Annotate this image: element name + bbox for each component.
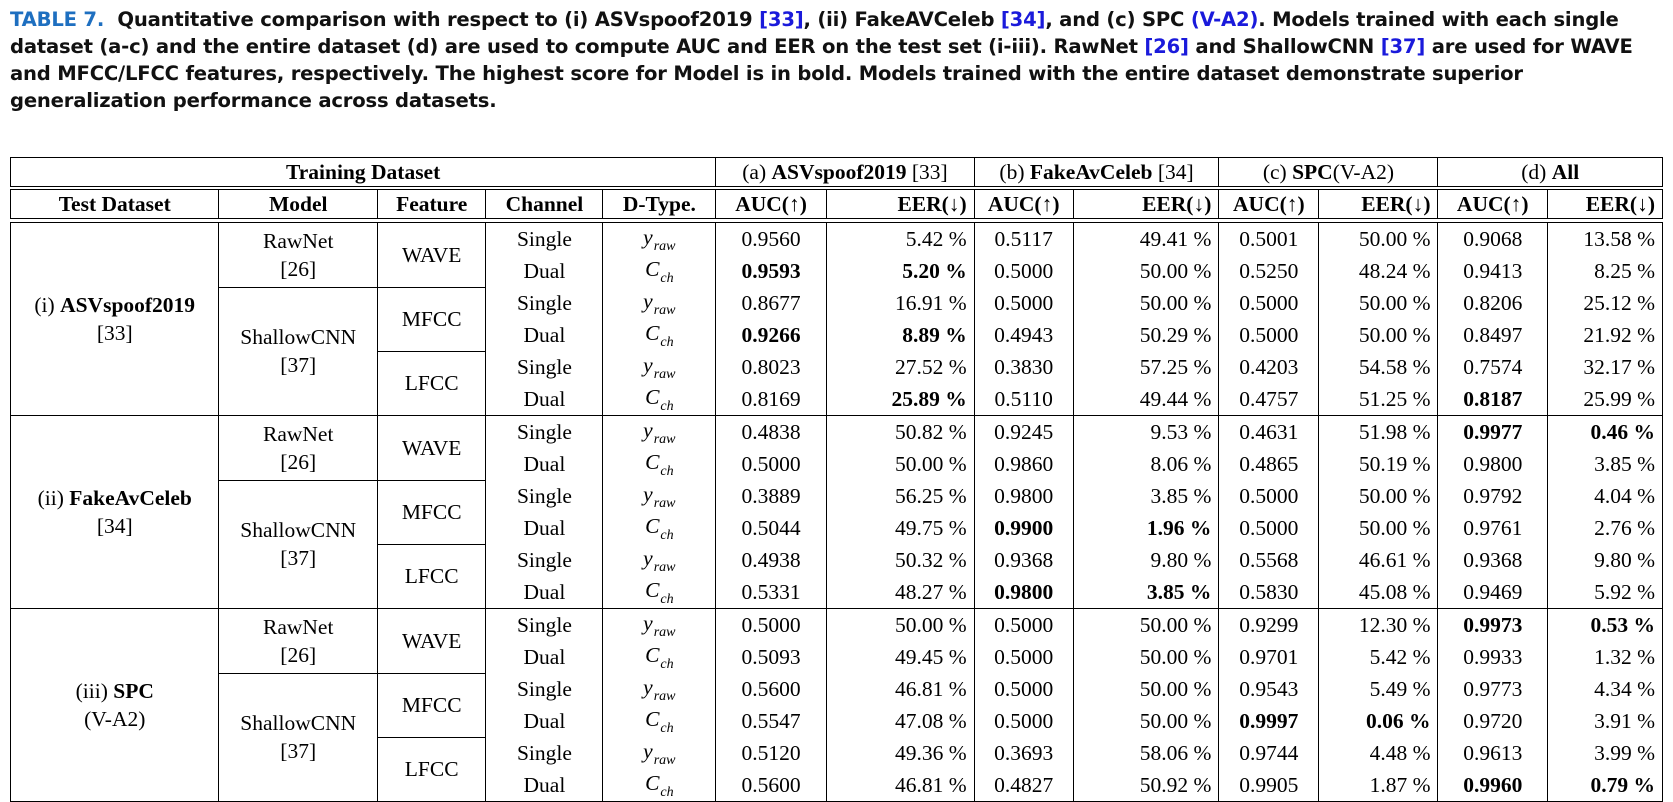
caption-ref-link[interactable]: [37] [1380, 35, 1426, 58]
auc-value: 0.9773 [1438, 673, 1548, 705]
model-name: RawNet [262, 614, 334, 639]
model-cell [219, 416, 377, 481]
channel-cell: Single [486, 737, 603, 769]
auc-value: 0.4631 [1219, 416, 1319, 449]
dtype-symbol: C [645, 771, 660, 795]
dtype-symbol: y [643, 225, 653, 249]
eer-value: 51.25 % [1319, 383, 1438, 416]
model-name: ShallowCNN [240, 518, 357, 543]
eer-value: 50.19 % [1319, 448, 1438, 480]
eer-value: 27.52 % [826, 351, 974, 383]
auc-value: 0.8023 [716, 351, 827, 383]
dtype-symbol: y [643, 418, 653, 442]
feature-cell: MFCC [377, 480, 485, 544]
col-header-auc: AUC(↑) [1219, 190, 1319, 219]
auc-value: 0.5093 [716, 641, 827, 673]
auc-value: 0.5044 [716, 512, 827, 544]
auc-value: 0.5600 [716, 673, 827, 705]
col-header-eer: EER(↓) [1319, 190, 1438, 219]
eer-value: 49.75 % [826, 512, 974, 544]
col-header-test-dataset: Test Dataset [11, 190, 219, 219]
eer-value: 9.53 % [1073, 416, 1219, 449]
auc-value: 0.5830 [1219, 576, 1319, 609]
auc-value: 0.5250 [1219, 255, 1319, 287]
auc-value: 0.9977 [1438, 416, 1548, 449]
test-dataset-ref: [33] [96, 321, 133, 345]
auc-value: 0.9299 [1219, 609, 1319, 642]
dtype-subscript: raw [653, 689, 676, 704]
model-ref: [26] [280, 642, 317, 667]
eer-value: 50.29 % [1073, 319, 1219, 351]
caption-text: . Models trained with each single dataset (a-c) and the entire dataset (d) are used to compute AUC and EER on the test set (i-iii). RawNet [10, 8, 1619, 58]
auc-value: 0.5000 [974, 705, 1073, 737]
feature-cell: WAVE [377, 609, 485, 674]
dtype-cell [603, 223, 716, 256]
dtype-symbol: y [643, 739, 653, 763]
eer-value: 4.34 % [1548, 673, 1663, 705]
auc-value: 0.9933 [1438, 641, 1548, 673]
dtype-cell [603, 480, 716, 512]
table-row [11, 287, 1663, 319]
model-ref: [26] [280, 449, 317, 474]
model-name: ShallowCNN [240, 711, 357, 736]
channel-cell: Single [486, 673, 603, 705]
caption-text: and ShallowCNN [1188, 35, 1381, 58]
dtype-symbol: C [645, 578, 660, 602]
results-table [10, 157, 1663, 802]
auc-value: 0.4203 [1219, 351, 1319, 383]
table-caption [10, 6, 1660, 114]
dtype-cell [603, 737, 716, 769]
header-row-columns [11, 190, 1663, 219]
auc-value: 0.8677 [716, 287, 827, 319]
model-ref: [26] [280, 256, 317, 281]
auc-value: 0.9960 [1438, 769, 1548, 802]
model-cell [219, 287, 377, 416]
eer-value: 50.00 % [1073, 287, 1219, 319]
dtype-subscript: ch [660, 592, 674, 607]
feature-cell: LFCC [377, 737, 485, 802]
auc-value: 0.4938 [716, 544, 827, 576]
test-dataset-cell [11, 609, 219, 802]
auc-value: 0.9744 [1219, 737, 1319, 769]
col-header-dtype: D-Type. [603, 190, 716, 219]
auc-value: 0.9860 [974, 448, 1073, 480]
auc-value: 0.3693 [974, 737, 1073, 769]
auc-value: 0.5000 [716, 448, 827, 480]
dtype-symbol: C [645, 385, 660, 409]
auc-value: 0.9792 [1438, 480, 1548, 512]
eer-value: 50.00 % [1073, 255, 1219, 287]
test-dataset-name: ASVspoof2019 [60, 293, 196, 317]
eer-value: 50.00 % [1319, 287, 1438, 319]
col-header-channel: Channel [486, 190, 603, 219]
model-ref: [37] [280, 353, 317, 378]
auc-value: 0.8206 [1438, 287, 1548, 319]
table-row [11, 416, 1663, 449]
auc-value: 0.5001 [1219, 223, 1319, 256]
dtype-symbol: C [645, 257, 660, 281]
eer-value: 13.58 % [1548, 223, 1663, 256]
eer-value: 3.99 % [1548, 737, 1663, 769]
auc-value: 0.5120 [716, 737, 827, 769]
eer-value: 51.98 % [1319, 416, 1438, 449]
dtype-symbol: y [643, 482, 653, 506]
channel-cell: Single [486, 480, 603, 512]
auc-value: 0.9613 [1438, 737, 1548, 769]
eer-value: 25.89 % [826, 383, 974, 416]
dtype-subscript: ch [660, 657, 674, 672]
channel-cell: Dual [486, 769, 603, 802]
eer-value: 50.00 % [1073, 673, 1219, 705]
channel-cell: Dual [486, 448, 603, 480]
feature-cell: LFCC [377, 544, 485, 609]
table-row [11, 480, 1663, 512]
dtype-cell [603, 769, 716, 802]
eer-value: 1.96 % [1073, 512, 1219, 544]
eer-value: 50.00 % [1073, 609, 1219, 642]
eer-value: 50.00 % [1319, 319, 1438, 351]
eer-value: 5.20 % [826, 255, 974, 287]
auc-value: 0.9368 [1438, 544, 1548, 576]
dtype-cell [603, 287, 716, 319]
auc-value: 0.9905 [1219, 769, 1319, 802]
dtype-symbol: y [643, 675, 653, 699]
channel-cell: Single [486, 287, 603, 319]
dtype-subscript: raw [653, 367, 676, 382]
channel-cell: Dual [486, 576, 603, 609]
caption-ref-link[interactable]: [34] [1000, 8, 1046, 31]
auc-value: 0.8497 [1438, 319, 1548, 351]
dtype-subscript: ch [660, 721, 674, 736]
dtype-cell [603, 544, 716, 576]
auc-value: 0.9800 [1438, 448, 1548, 480]
dtype-symbol: C [645, 707, 660, 731]
auc-value: 0.5000 [974, 287, 1073, 319]
auc-value: 0.9761 [1438, 512, 1548, 544]
eer-value: 50.00 % [1319, 223, 1438, 256]
auc-value: 0.5000 [974, 673, 1073, 705]
eer-value: 3.91 % [1548, 705, 1663, 737]
model-cell [219, 609, 377, 674]
dtype-subscript: raw [653, 496, 676, 511]
auc-value: 0.9800 [974, 576, 1073, 609]
auc-value: 0.5000 [974, 255, 1073, 287]
eer-value: 16.91 % [826, 287, 974, 319]
table-row [11, 223, 1663, 256]
model-name: ShallowCNN [240, 325, 357, 350]
auc-value: 0.9973 [1438, 609, 1548, 642]
eer-value: 1.87 % [1319, 769, 1438, 802]
eer-value: 12.30 % [1319, 609, 1438, 642]
eer-value: 2.76 % [1548, 512, 1663, 544]
col-header-model: Model [219, 190, 377, 219]
eer-value: 54.58 % [1319, 351, 1438, 383]
eer-value: 0.79 % [1548, 769, 1663, 802]
eer-value: 32.17 % [1548, 351, 1663, 383]
caption-ref-link[interactable]: (V-A2) [1190, 8, 1259, 31]
auc-value: 0.9413 [1438, 255, 1548, 287]
auc-value: 0.9368 [974, 544, 1073, 576]
auc-value: 0.3830 [974, 351, 1073, 383]
channel-cell: Dual [486, 255, 603, 287]
auc-value: 0.4943 [974, 319, 1073, 351]
test-dataset-prefix: (ii) [37, 486, 70, 510]
dtype-subscript: ch [660, 785, 674, 800]
channel-cell: Single [486, 351, 603, 383]
dtype-subscript: raw [653, 303, 676, 318]
auc-value: 0.8187 [1438, 383, 1548, 416]
auc-value: 0.5000 [716, 609, 827, 642]
auc-value: 0.8169 [716, 383, 827, 416]
test-dataset-name: SPC [113, 679, 154, 703]
model-name: RawNet [262, 421, 334, 446]
training-dataset-header: Training Dataset [11, 158, 716, 187]
dtype-cell [603, 416, 716, 449]
eer-value: 9.80 % [1073, 544, 1219, 576]
auc-value: 0.5000 [974, 641, 1073, 673]
auc-value: 0.5000 [1219, 287, 1319, 319]
feature-cell: WAVE [377, 416, 485, 481]
eer-value: 0.06 % [1319, 705, 1438, 737]
eer-value: 49.36 % [826, 737, 974, 769]
channel-cell: Dual [486, 319, 603, 351]
dtype-cell [603, 255, 716, 287]
dtype-subscript: ch [660, 464, 674, 479]
auc-value: 0.5600 [716, 769, 827, 802]
test-dataset-cell [11, 223, 219, 416]
dtype-symbol: C [645, 450, 660, 474]
auc-value: 0.9720 [1438, 705, 1548, 737]
eer-value: 46.81 % [826, 673, 974, 705]
dtype-cell [603, 576, 716, 609]
auc-value: 0.9068 [1438, 223, 1548, 256]
eer-value: 9.80 % [1548, 544, 1663, 576]
auc-value: 0.9593 [716, 255, 827, 287]
auc-value: 0.9543 [1219, 673, 1319, 705]
auc-value: 0.4838 [716, 416, 827, 449]
eer-value: 50.00 % [1319, 512, 1438, 544]
model-ref: [37] [280, 546, 317, 571]
eer-value: 4.04 % [1548, 480, 1663, 512]
model-cell [219, 480, 377, 609]
dtype-subscript: raw [653, 753, 676, 768]
eer-value: 0.46 % [1548, 416, 1663, 449]
eer-value: 50.00 % [1319, 480, 1438, 512]
dtype-symbol: C [645, 514, 660, 538]
dtype-cell [603, 448, 716, 480]
table-row [11, 609, 1663, 642]
feature-cell: LFCC [377, 351, 485, 416]
auc-value: 0.5110 [974, 383, 1073, 416]
train-set-header: (b) FakeAvCeleb [34] [974, 158, 1219, 187]
col-header-eer: EER(↓) [1548, 190, 1663, 219]
dtype-symbol: C [645, 321, 660, 345]
auc-value: 0.4757 [1219, 383, 1319, 416]
dtype-subscript: raw [653, 625, 676, 640]
dtype-cell [603, 383, 716, 416]
train-set-header: (c) SPC(V-A2) [1219, 158, 1438, 187]
col-header-auc: AUC(↑) [974, 190, 1073, 219]
dtype-subscript: ch [660, 528, 674, 543]
eer-value: 45.08 % [1319, 576, 1438, 609]
auc-value: 0.5331 [716, 576, 827, 609]
test-dataset-ref: [34] [96, 514, 133, 538]
caption-text: Quantitative comparison with respect to (i) ASVspoof2019 [117, 8, 760, 31]
col-header-feature: Feature [377, 190, 485, 219]
col-header-auc: AUC(↑) [716, 190, 827, 219]
eer-value: 48.24 % [1319, 255, 1438, 287]
channel-cell: Dual [486, 641, 603, 673]
auc-value: 0.4827 [974, 769, 1073, 802]
auc-value: 0.9245 [974, 416, 1073, 449]
train-set-header: (d) All [1438, 158, 1663, 187]
auc-value: 0.9997 [1219, 705, 1319, 737]
eer-value: 50.00 % [1073, 705, 1219, 737]
caption-text: , (ii) FakeAVCeleb [803, 8, 1001, 31]
train-set-header: (a) ASVspoof2019 [33] [716, 158, 974, 187]
auc-value: 0.9701 [1219, 641, 1319, 673]
caption-text: are used for WAVE and MFCC/LFCC features, respectively. The highest score for Model is in bold. Models trained with the entire dataset demonstrate superior generalization performance across datasets. [10, 35, 1633, 112]
channel-cell: Single [486, 544, 603, 576]
channel-cell: Dual [486, 705, 603, 737]
dtype-subscript: raw [653, 560, 676, 575]
feature-cell: MFCC [377, 287, 485, 351]
auc-value: 0.5000 [1219, 319, 1319, 351]
col-header-eer: EER(↓) [826, 190, 974, 219]
caption-ref-link[interactable]: [26] [1144, 35, 1189, 58]
auc-value: 0.7574 [1438, 351, 1548, 383]
eer-value: 49.41 % [1073, 223, 1219, 256]
auc-value: 0.9266 [716, 319, 827, 351]
dtype-subscript: raw [653, 239, 676, 254]
eer-value: 50.00 % [826, 448, 974, 480]
eer-value: 8.25 % [1548, 255, 1663, 287]
eer-value: 25.12 % [1548, 287, 1663, 319]
dtype-cell [603, 673, 716, 705]
test-dataset-prefix: (i) [34, 293, 61, 317]
auc-value: 0.5000 [1219, 480, 1319, 512]
eer-value: 0.53 % [1548, 609, 1663, 642]
auc-value: 0.5000 [974, 609, 1073, 642]
dtype-subscript: raw [653, 432, 676, 447]
col-header-eer: EER(↓) [1073, 190, 1219, 219]
dtype-symbol: y [643, 353, 653, 377]
dtype-subscript: ch [660, 271, 674, 286]
eer-value: 1.32 % [1548, 641, 1663, 673]
eer-value: 47.08 % [826, 705, 974, 737]
test-dataset-name: FakeAvCeleb [69, 486, 192, 510]
eer-value: 5.49 % [1319, 673, 1438, 705]
eer-value: 21.92 % [1548, 319, 1663, 351]
eer-value: 3.85 % [1073, 576, 1219, 609]
channel-cell: Single [486, 609, 603, 642]
eer-value: 50.82 % [826, 416, 974, 449]
eer-value: 50.00 % [1073, 641, 1219, 673]
model-cell [219, 673, 377, 802]
auc-value: 0.9900 [974, 512, 1073, 544]
auc-value: 0.5117 [974, 223, 1073, 256]
eer-value: 58.06 % [1073, 737, 1219, 769]
eer-value: 5.42 % [1319, 641, 1438, 673]
eer-value: 48.27 % [826, 576, 974, 609]
model-name: RawNet [262, 228, 334, 253]
eer-value: 8.89 % [826, 319, 974, 351]
eer-value: 50.32 % [826, 544, 974, 576]
dtype-cell [603, 351, 716, 383]
eer-value: 8.06 % [1073, 448, 1219, 480]
table-row [11, 673, 1663, 705]
eer-value: 46.81 % [826, 769, 974, 802]
dtype-cell [603, 609, 716, 642]
header-row-training [11, 158, 1663, 187]
auc-value: 0.9469 [1438, 576, 1548, 609]
auc-value: 0.4865 [1219, 448, 1319, 480]
auc-value: 0.9560 [716, 223, 827, 256]
eer-value: 46.61 % [1319, 544, 1438, 576]
auc-value: 0.9800 [974, 480, 1073, 512]
dtype-symbol: y [643, 289, 653, 313]
eer-value: 3.85 % [1073, 480, 1219, 512]
eer-value: 49.44 % [1073, 383, 1219, 416]
eer-value: 5.42 % [826, 223, 974, 256]
dtype-subscript: ch [660, 399, 674, 414]
channel-cell: Dual [486, 512, 603, 544]
feature-cell: MFCC [377, 673, 485, 737]
channel-cell: Dual [486, 383, 603, 416]
caption-ref-link[interactable]: [33] [759, 8, 804, 31]
dtype-symbol: y [643, 546, 653, 570]
test-dataset-ref: (V-A2) [84, 707, 146, 731]
dtype-cell [603, 512, 716, 544]
test-dataset-prefix: (iii) [75, 679, 114, 703]
model-cell [219, 223, 377, 288]
dtype-symbol: C [645, 643, 660, 667]
caption-label: TABLE 7. [10, 8, 105, 31]
eer-value: 5.92 % [1548, 576, 1663, 609]
auc-value: 0.3889 [716, 480, 827, 512]
eer-value: 57.25 % [1073, 351, 1219, 383]
eer-value: 56.25 % [826, 480, 974, 512]
auc-value: 0.5000 [1219, 512, 1319, 544]
eer-value: 50.00 % [826, 609, 974, 642]
dtype-cell [603, 705, 716, 737]
feature-cell: WAVE [377, 223, 485, 288]
dtype-symbol: y [643, 611, 653, 635]
col-header-auc: AUC(↑) [1438, 190, 1548, 219]
dtype-subscript: ch [660, 335, 674, 350]
auc-value: 0.5568 [1219, 544, 1319, 576]
eer-value: 49.45 % [826, 641, 974, 673]
eer-value: 50.92 % [1073, 769, 1219, 802]
auc-value: 0.5547 [716, 705, 827, 737]
channel-cell: Single [486, 416, 603, 449]
eer-value: 25.99 % [1548, 383, 1663, 416]
caption-text: , and (c) SPC [1045, 8, 1191, 31]
eer-value: 3.85 % [1548, 448, 1663, 480]
model-ref: [37] [280, 739, 317, 764]
dtype-cell [603, 641, 716, 673]
eer-value: 4.48 % [1319, 737, 1438, 769]
channel-cell: Single [486, 223, 603, 256]
test-dataset-cell [11, 416, 219, 609]
dtype-cell [603, 319, 716, 351]
